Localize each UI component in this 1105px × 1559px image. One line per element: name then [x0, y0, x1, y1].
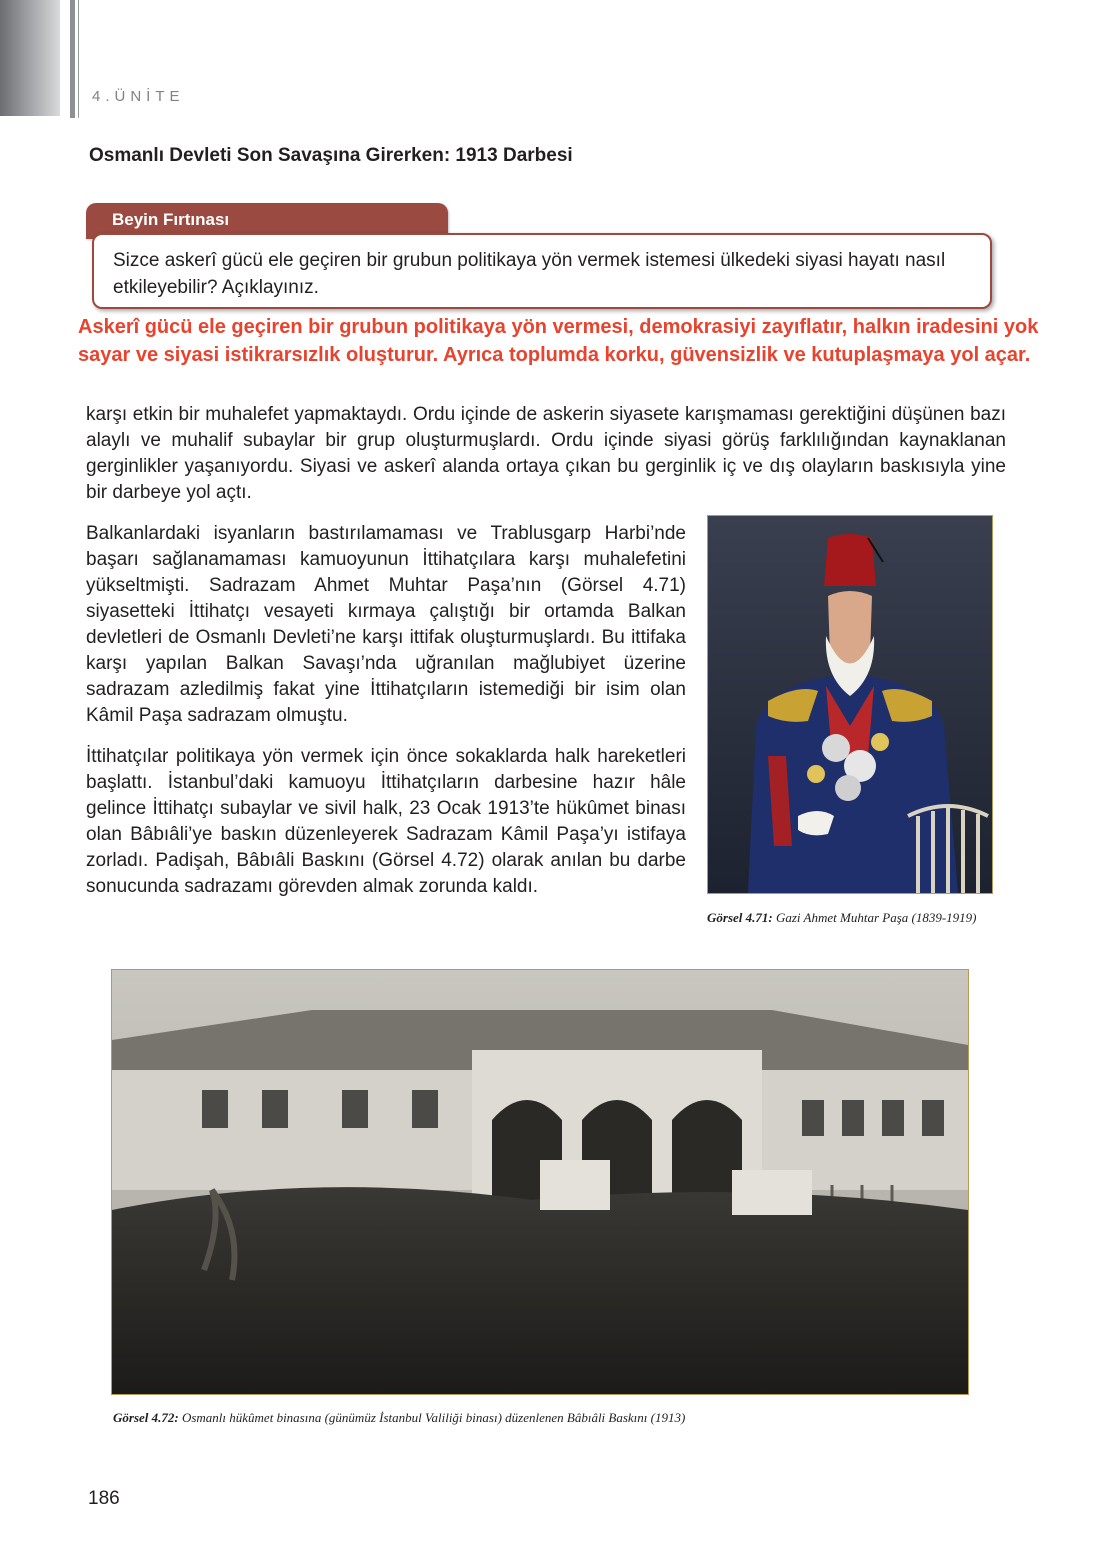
- figure-4-72-label: Görsel 4.72:: [113, 1410, 179, 1425]
- student-answer: Askerî gücü ele geçiren bir grubun politikaya yön vermesi, demokrasiyi zayıflatır, halkın iradesini yok sayar ve siyasi istikrarsızlık oluşturur. Ayrıca toplumda korku, güvensizlik ve kutuplaşmaya yol açar.: [78, 316, 1039, 366]
- figure-4-72-caption: [113, 1408, 973, 1428]
- paragraph-3: İttihatçılar politikaya yön vermek için önce sokaklarda halk hareketleri başlattı. İstanbul’daki kamuoyu İttihatçıların darbesine hazır hâle gelince İttihatçı subaylar ve sivil halk, 23 Ocak 1913’te hükûmet binası olan Bâbıâli’ye baskın düzenleyerek Sadrazam Kâmil Paşa’yı istifaya zorladı. Padişah, Bâbıâli Baskını (Görsel 4.72) olarak anılan bu darbe sonucunda sadrazamı görevden almak zorunda kaldı.: [86, 746, 686, 897]
- photo-babiali-raid: [111, 969, 969, 1395]
- paragraph-1: karşı etkin bir muhalefet yapmaktaydı. Ordu içinde de askerin siyasete karışmaması gerektiğini düşünen bazı alaylı ve muhalif subaylar bir grup oluşturmuşlardı. Ordu içinde siyasi görüş farklılığından kaynaklanan gerginlikler yaşanıyordu. Siyasi ve askerî alanda ortaya çıkan bu gerginlik iç ve dış olayların baskısıyla yine bir darbeye yol açtı.: [86, 404, 1006, 503]
- figure-4-71-text: Gazi Ahmet Muhtar Paşa (1839-1919): [775, 910, 977, 925]
- page-number: 186: [88, 1488, 120, 1509]
- figure-4-71-caption: [707, 908, 997, 928]
- brainstorm-question: Sizce askerî gücü ele geçiren bir grubun politikaya yön vermek istemesi ülkedeki siyasi hayatı nasıl etkileyebilir? Açıklayınız.: [113, 250, 946, 298]
- header-rule-thin: [78, 0, 79, 118]
- unit-label: 4.ÜNİTE: [92, 88, 185, 105]
- header-rule-thick: [70, 0, 75, 118]
- brainstorm-box: [92, 233, 992, 309]
- partially-covered-paragraph: [86, 400, 1006, 520]
- figure-4-72-text: Osmanlı hükûmet binasına (günümüz İstanbul Valiliği binası) düzenlenen Bâbıâli Baskını (1913): [181, 1410, 686, 1425]
- paragraph-2: Balkanlardaki isyanların bastırılamaması ve Trablusgarp Harbi’nde başarı sağlanamaması kamuoyunun İttihatçılara karşı muhalefetini yükseltmişti. Sadrazam Ahmet Muhtar Paşa’nın (Görsel 4.71) siyasetteki İttihatçı vesayeti kırmaya çalıştığı bir ortamda Balkan devletleri de Osmanlı Devleti’ne karşı ittifak oluşturmuşlardı. Bu ittifaka karşı yapılan Balkan Savaşı’nda uğranılan mağlubiyet üzerine sadrazam azledilmiş fakat yine İttihatçıların istemediği bir isim olan Kâmil Paşa sadrazam olmuştu.: [86, 523, 686, 726]
- section-title: Osmanlı Devleti Son Savaşına Girerken: 1913 Darbesi: [89, 145, 573, 166]
- header-gray-bar: [0, 0, 60, 116]
- portrait-ahmet-muhtar-pasa: [707, 515, 993, 894]
- figure-4-71-label: Görsel 4.71:: [707, 910, 773, 925]
- brainstorm-title: Beyin Fırtınası: [112, 210, 230, 229]
